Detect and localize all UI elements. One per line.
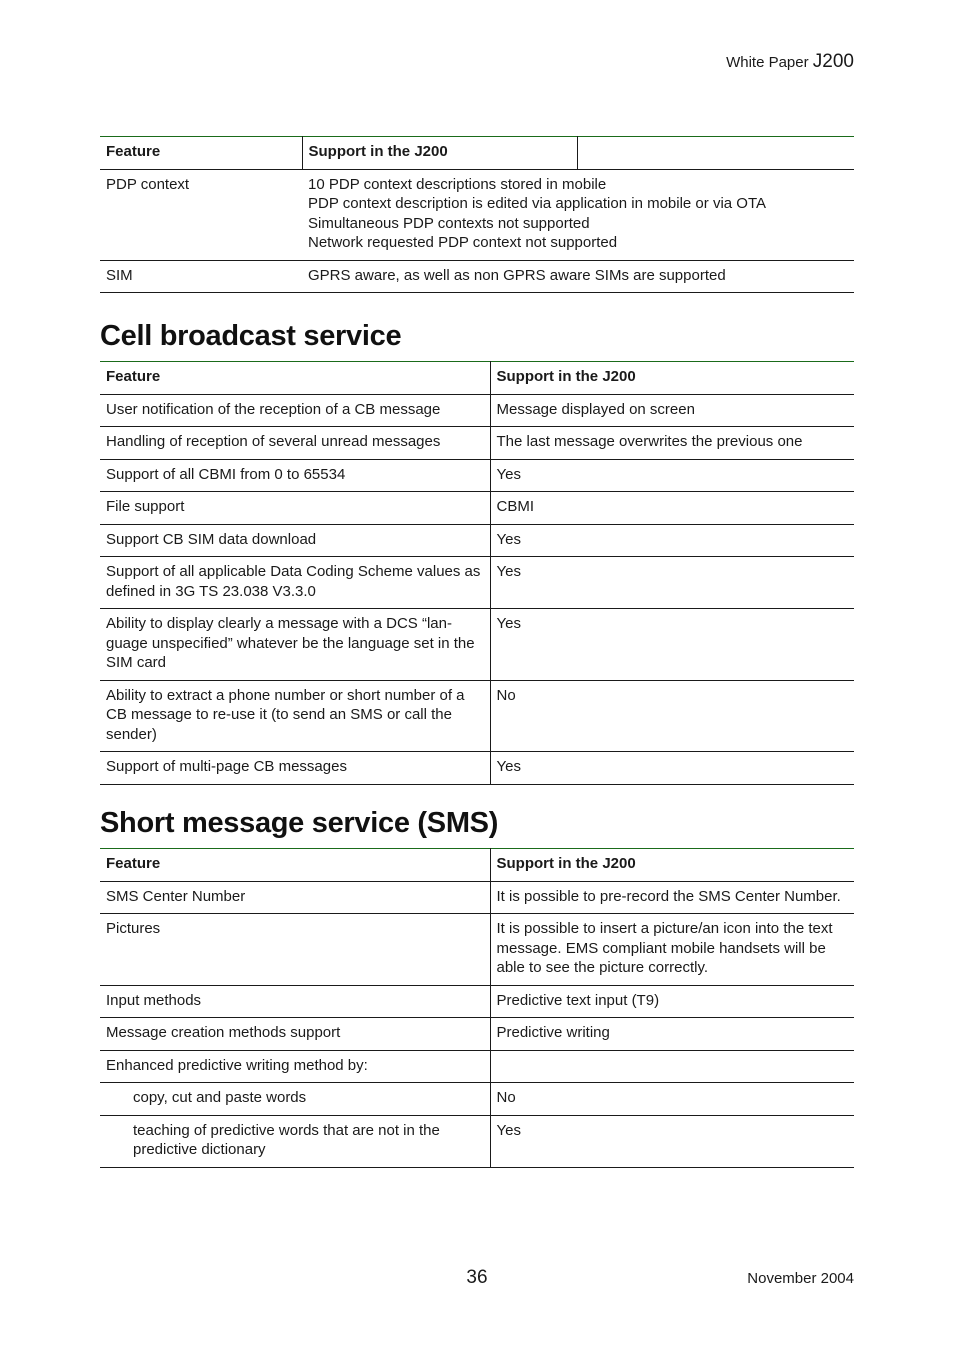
column-header-feature: Feature bbox=[100, 362, 490, 395]
table-row bbox=[100, 752, 854, 785]
support-cell: The last message overwrites the previous one bbox=[490, 427, 854, 460]
footer-date: November 2004 bbox=[747, 1270, 854, 1287]
support-cell bbox=[490, 1050, 854, 1083]
table-row bbox=[100, 394, 854, 427]
table-row bbox=[100, 609, 854, 681]
feature-cell: SIM bbox=[100, 260, 302, 293]
table-row bbox=[100, 1018, 854, 1051]
section-title-sms: Short message service (SMS) bbox=[100, 807, 499, 839]
support-cell: Message displayed on screen bbox=[490, 394, 854, 427]
support-line: Network requested PDP context not supported bbox=[308, 234, 618, 251]
page-header bbox=[726, 51, 854, 73]
support-line: 10 PDP context descriptions stored in mobile bbox=[308, 175, 607, 193]
support-cell: No bbox=[490, 680, 854, 752]
header-model: J200 bbox=[812, 51, 854, 72]
table-row bbox=[100, 557, 854, 609]
support-cell: It is possible to insert a picture/an icon into the text message. EMS compliant mobile handsets will be able to see the picture correctly. bbox=[490, 914, 854, 986]
column-header-support: Support in the J200 bbox=[490, 362, 854, 395]
table-row bbox=[100, 169, 854, 260]
header-label: White Paper bbox=[726, 54, 809, 71]
table-header-row bbox=[100, 849, 854, 882]
table-row bbox=[100, 680, 854, 752]
feature-cell-indented: teaching of predictive words that are not in the predictive dictionary bbox=[100, 1115, 490, 1167]
feature-cell: Message creation methods support bbox=[100, 1018, 490, 1051]
support-cell: No bbox=[490, 1083, 854, 1116]
support-cell: Yes bbox=[490, 524, 854, 557]
feature-cell: Handling of reception of several unread messages bbox=[100, 427, 490, 460]
table-row bbox=[100, 524, 854, 557]
column-header-empty bbox=[577, 137, 854, 170]
feature-cell: Support CB SIM data download bbox=[100, 524, 490, 557]
table-header-row bbox=[100, 362, 854, 395]
table-row bbox=[100, 1083, 854, 1116]
table-row bbox=[100, 260, 854, 293]
cell-broadcast-table bbox=[100, 361, 854, 785]
feature-cell: File support bbox=[100, 492, 490, 525]
feature-cell: Ability to display clearly a message with a DCS “lan-guage unspecified” whatever be the language set in the SIM card bbox=[100, 609, 490, 681]
sms-table bbox=[100, 848, 854, 1168]
table-row bbox=[100, 492, 854, 525]
table-header-row bbox=[100, 137, 854, 170]
support-cell: CBMI bbox=[490, 492, 854, 525]
support-line: Simultaneous PDP contexts not supported bbox=[308, 214, 590, 232]
column-header-feature: Feature bbox=[100, 849, 490, 882]
table-row bbox=[100, 1115, 854, 1167]
feature-cell: Pictures bbox=[100, 914, 490, 986]
support-cell: Predictive text input (T9) bbox=[490, 985, 854, 1018]
support-cell: Predictive writing bbox=[490, 1018, 854, 1051]
table-row bbox=[100, 1050, 854, 1083]
support-cell: Yes bbox=[490, 752, 854, 785]
feature-cell: Ability to extract a phone number or short number of a CB message to re-use it (to send an SMS or call the sender) bbox=[100, 680, 490, 752]
support-cell bbox=[302, 169, 854, 260]
support-cell: It is possible to pre-record the SMS Center Number. bbox=[490, 881, 854, 914]
table-row bbox=[100, 427, 854, 460]
support-cell bbox=[302, 260, 854, 293]
support-line: GPRS aware, as well as non GPRS aware SIMs are supported bbox=[308, 266, 726, 284]
table-row bbox=[100, 985, 854, 1018]
support-cell: Yes bbox=[490, 557, 854, 609]
support-line: PDP context description is edited via application in mobile or via OTA bbox=[308, 195, 767, 212]
table-row bbox=[100, 881, 854, 914]
support-cell: Yes bbox=[490, 609, 854, 681]
feature-cell: Support of all applicable Data Coding Scheme values as defined in 3G TS 23.038 V3.3.0 bbox=[100, 557, 490, 609]
column-header-support: Support in the J200 bbox=[302, 137, 577, 170]
feature-cell-indented: copy, cut and paste words bbox=[100, 1083, 490, 1116]
column-header-feature: Feature bbox=[100, 137, 302, 170]
page-number: 36 bbox=[466, 1267, 488, 1288]
feature-cell: Enhanced predictive writing method by: bbox=[100, 1050, 490, 1083]
table-row bbox=[100, 459, 854, 492]
feature-cell: Support of multi-page CB messages bbox=[100, 752, 490, 785]
section-title-cell-broadcast: Cell broadcast service bbox=[100, 320, 402, 352]
table-row bbox=[100, 914, 854, 986]
feature-cell: Input methods bbox=[100, 985, 490, 1018]
feature-cell: Support of all CBMI from 0 to 65534 bbox=[100, 459, 490, 492]
feature-cell: SMS Center Number bbox=[100, 881, 490, 914]
feature-cell: PDP context bbox=[100, 169, 302, 260]
support-cell: Yes bbox=[490, 1115, 854, 1167]
support-cell: Yes bbox=[490, 459, 854, 492]
gprs-feature-table bbox=[100, 136, 854, 293]
column-header-support: Support in the J200 bbox=[490, 849, 854, 882]
feature-cell: User notification of the reception of a CB message bbox=[100, 394, 490, 427]
